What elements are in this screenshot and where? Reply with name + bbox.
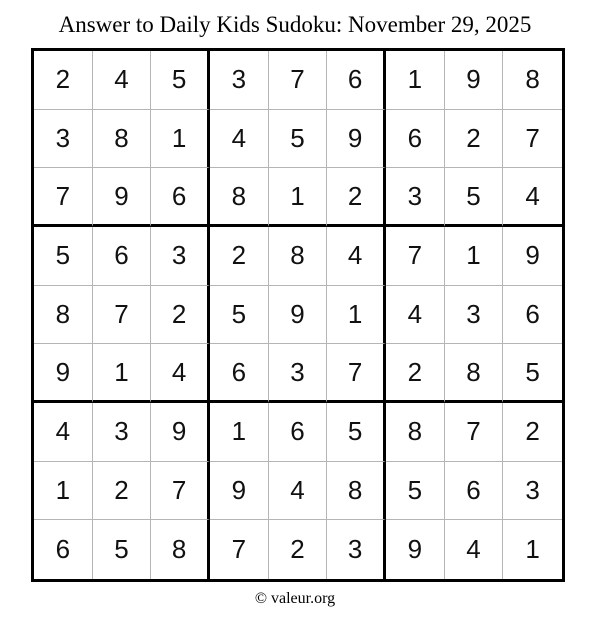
- sudoku-cell-r1-c7: 1: [386, 51, 445, 110]
- sudoku-cell-r4-c8: 1: [445, 227, 504, 286]
- sudoku-cell-r4-c2: 6: [93, 227, 152, 286]
- sudoku-board: [31, 48, 565, 582]
- sudoku-cell-r4-c9: 9: [503, 227, 562, 286]
- sudoku-cell-r2-c8: 2: [445, 110, 504, 169]
- sudoku-cell-r6-c2: 1: [93, 344, 152, 403]
- sudoku-cell-r1-c5: 7: [269, 51, 328, 110]
- sudoku-cell-r5-c7: 4: [386, 286, 445, 345]
- sudoku-cell-r1-c1: 2: [34, 51, 93, 110]
- sudoku-cell-r7-c2: 3: [93, 403, 152, 462]
- sudoku-cell-r3-c6: 2: [327, 168, 386, 227]
- sudoku-cell-r4-c7: 7: [386, 227, 445, 286]
- page-title: Answer to Daily Kids Sudoku: November 29, 2025: [58, 12, 532, 37]
- sudoku-cell-r2-c2: 8: [93, 110, 152, 169]
- sudoku-cell-r9-c8: 4: [445, 520, 504, 579]
- sudoku-cell-r7-c8: 7: [445, 403, 504, 462]
- sudoku-cell-r2-c6: 9: [327, 110, 386, 169]
- sudoku-cell-r6-c6: 7: [327, 344, 386, 403]
- sudoku-cell-r7-c7: 8: [386, 403, 445, 462]
- sudoku-cell-r6-c9: 5: [503, 344, 562, 403]
- sudoku-cell-r1-c6: 6: [327, 51, 386, 110]
- sudoku-cell-r9-c9: 1: [525, 534, 540, 565]
- sudoku-cell-r5-c1: 8: [34, 286, 93, 345]
- sudoku-cell-r7-c1: 4: [34, 403, 93, 462]
- sudoku-cell-r3-c1: 7: [34, 168, 93, 227]
- sudoku-cell-r5-c6: 1: [327, 286, 386, 345]
- sudoku-cell-r7-c9: 2: [503, 403, 562, 462]
- sudoku-cell-r9-c1: 6: [34, 520, 93, 579]
- sudoku-cell-r7-c5: 6: [269, 403, 328, 462]
- sudoku-cell-r2-c3: 1: [151, 110, 210, 169]
- sudoku-cell-r1-c3: 5: [151, 51, 210, 110]
- sudoku-cell-r5-c8: 3: [445, 286, 504, 345]
- sudoku-cell-r5-c5: 9: [269, 286, 328, 345]
- sudoku-cell-r8-c6: 8: [327, 462, 386, 521]
- sudoku-cell-r2-c4: 4: [210, 110, 269, 169]
- sudoku-cell-r2-c9: 7: [503, 110, 562, 169]
- sudoku-cell-r8-c7: 5: [386, 462, 445, 521]
- sudoku-cell-r5-c4: 5: [210, 286, 269, 345]
- sudoku-cell-r8-c3: 7: [151, 462, 210, 521]
- sudoku-cell-r4-c1: 5: [34, 227, 93, 286]
- sudoku-cell-r7-c4: 1: [210, 403, 269, 462]
- sudoku-cell-r3-c7: 3: [386, 168, 445, 227]
- sudoku-cell-r8-c2: 2: [93, 462, 152, 521]
- sudoku-cell-r9-c5: 2: [269, 520, 328, 579]
- sudoku-cell-r8-c5: 4: [269, 462, 328, 521]
- sudoku-cell-r4-c3: 3: [151, 227, 210, 286]
- sudoku-cell-r6-c3: 4: [151, 344, 210, 403]
- copyright-footer: © valeur.org: [254, 590, 336, 607]
- sudoku-cell-r1-c9: 8: [503, 51, 562, 110]
- sudoku-cell-r1-c2: 4: [93, 51, 152, 110]
- sudoku-cell-r6-c8: 8: [445, 344, 504, 403]
- sudoku-cell-r6-c5: 3: [269, 344, 328, 403]
- sudoku-cell-r1-c8: 9: [445, 51, 504, 110]
- sudoku-cell-r9-c3: 8: [151, 520, 210, 579]
- sudoku-cell-r1-c4: 3: [210, 51, 269, 110]
- sudoku-cell-r3-c3: 6: [151, 168, 210, 227]
- sudoku-cell-r3-c4: 8: [210, 168, 269, 227]
- sudoku-cell-r2-c7: 6: [386, 110, 445, 169]
- sudoku-cell-r3-c8: 5: [445, 168, 504, 227]
- sudoku-cell-r4-c4: 2: [210, 227, 269, 286]
- sudoku-cell-r5-c9: 6: [503, 286, 562, 345]
- sudoku-cell-r9-c7: 9: [386, 520, 445, 579]
- sudoku-cell-r7-c3: 9: [151, 403, 210, 462]
- sudoku-cell-r7-c6: 5: [327, 403, 386, 462]
- sudoku-cell-r4-c6: 4: [327, 227, 386, 286]
- sudoku-cell-r4-c5: 8: [269, 227, 328, 286]
- sudoku-cell-r5-c3: 2: [151, 286, 210, 345]
- sudoku-cell-r6-c1: 9: [34, 344, 93, 403]
- sudoku-cell-r6-c4: 6: [210, 344, 269, 403]
- sudoku-cell-r6-c7: 2: [386, 344, 445, 403]
- sudoku-cell-r5-c2: 7: [93, 286, 152, 345]
- sudoku-cell-r9-c6: 3: [327, 520, 386, 579]
- sudoku-cell-r3-c9: 4: [503, 168, 562, 227]
- sudoku-cell-r8-c8: 6: [445, 462, 504, 521]
- sudoku-cell-r2-c1: 3: [34, 110, 93, 169]
- sudoku-cell-r2-c5: 5: [269, 110, 328, 169]
- sudoku-cell-r8-c9: 3: [503, 462, 562, 521]
- sudoku-cell-r8-c4: 9: [210, 462, 269, 521]
- sudoku-cell-r3-c5: 1: [269, 168, 328, 227]
- sudoku-cell-r8-c1: 1: [34, 462, 93, 521]
- sudoku-cell-r9-c4: 7: [210, 520, 269, 579]
- sudoku-cell-r9-c2: 5: [93, 520, 152, 579]
- sudoku-cell-r3-c2: 9: [93, 168, 152, 227]
